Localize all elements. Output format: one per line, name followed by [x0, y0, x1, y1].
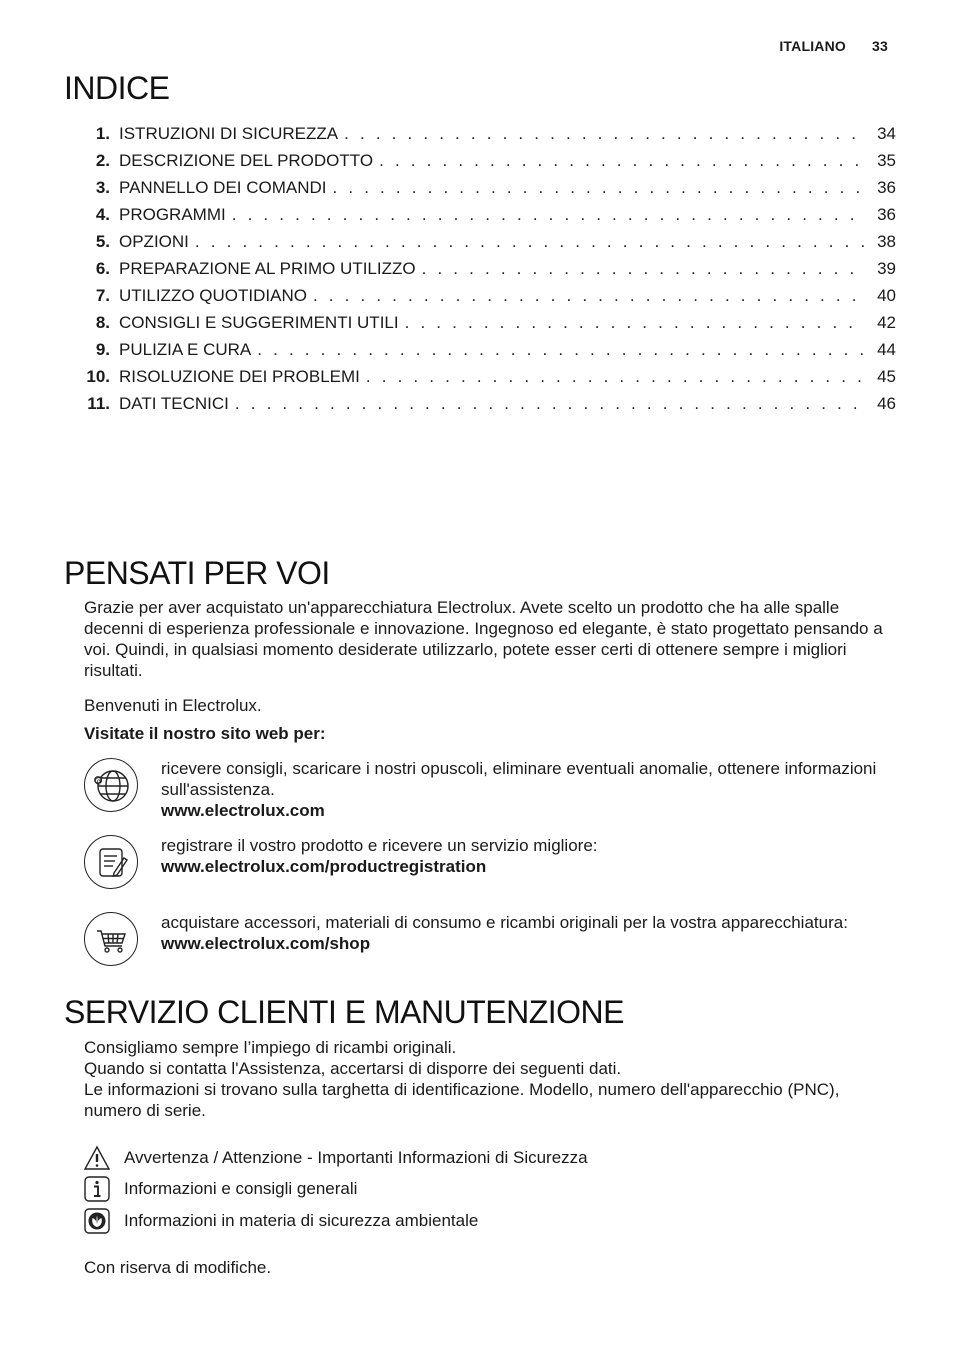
web-item [84, 758, 894, 821]
toc-page: 42 [877, 313, 896, 332]
toc-entry[interactable] [70, 313, 896, 340]
toc-title: ISTRUZIONI DI SICUREZZA [119, 124, 339, 143]
toc-title: PANNELLO DEI COMANDI [119, 178, 327, 197]
toc-leader [422, 259, 864, 279]
toc-number: 11. [87, 394, 110, 413]
toc-leader [344, 124, 864, 144]
toc-page: 44 [877, 340, 896, 359]
toc-title: PROGRAMMI [119, 205, 226, 224]
toc-page: 46 [877, 394, 896, 413]
toc-page: 34 [877, 124, 896, 143]
toc-number: 3. [95, 178, 110, 197]
toc-title: OPZIONI [119, 232, 189, 251]
toc-page: 45 [877, 367, 896, 386]
toc-number: 1. [95, 124, 110, 143]
legend-item [84, 1176, 357, 1202]
toc-number: 8. [95, 313, 110, 332]
table-of-contents [70, 124, 896, 421]
toc-page: 35 [877, 151, 896, 170]
toc-page: 36 [877, 205, 896, 224]
toc-number: 7. [95, 286, 110, 305]
web-item [84, 835, 894, 889]
web-item-text: ricevere consigli, scaricare i nostri opuscoli, eliminare eventuali anomalie, ottenere informazioni sull'assistenza. [161, 759, 877, 799]
toc-title: PULIZIA E CURA [119, 340, 252, 359]
warning-triangle-icon [84, 1145, 110, 1171]
toc-entry[interactable] [70, 205, 896, 232]
toc-title: DATI TECNICI [119, 394, 229, 413]
toc-entry[interactable] [70, 178, 896, 205]
toc-number: 5. [95, 232, 110, 251]
servizio-heading: SERVIZIO CLIENTI E MANUTENZIONE [64, 994, 624, 1030]
toc-entry[interactable] [70, 124, 896, 151]
page-header [779, 38, 888, 54]
web-item-text: registrare il vostro prodotto e ricevere un servizio migliore: [161, 836, 598, 855]
footer-note: Con riserva di modifiche. [84, 1258, 272, 1277]
toc-leader [257, 340, 864, 360]
toc-leader [405, 313, 864, 333]
website-link[interactable]: www.electrolux.com/productregistration [161, 857, 487, 876]
info-icon [84, 1176, 110, 1202]
toc-leader [333, 178, 864, 198]
index-heading: INDICE [64, 70, 170, 106]
toc-entry[interactable] [70, 394, 896, 421]
legend-item [84, 1208, 478, 1234]
toc-leader [366, 367, 864, 387]
language-label: ITALIANO [779, 38, 847, 54]
toc-page: 38 [877, 232, 896, 251]
page-number: 33 [872, 38, 888, 54]
toc-number: 2. [95, 151, 110, 170]
toc-page: 36 [877, 178, 896, 197]
toc-leader [232, 205, 864, 225]
toc-entry[interactable] [70, 232, 896, 259]
legend-text: Informazioni e consigli generali [124, 1179, 358, 1198]
website-link[interactable]: www.electrolux.com/shop [161, 934, 371, 953]
web-item-text: acquistare accessori, materiali di consumo e ricambi originali per la vostra apparecchiatura: [161, 913, 848, 932]
toc-leader [379, 151, 864, 171]
toc-number: 9. [95, 340, 110, 359]
toc-page: 40 [877, 286, 896, 305]
service-line: Consigliamo sempre l’impiego di ricambi originali. [84, 1038, 457, 1057]
intro-paragraph: Grazie per aver acquistato un'apparecchiatura Electrolux. Avete scelto un prodotto che ha alle spalle decenni di esperienza professionale e innovazione. Ingegnoso ed elegante, è stato progettato pensando a voi. Quindi, in qualsiasi momento desiderate utilizzarlo, potete esser certi di ottenere sempre i migliori risultati. [84, 598, 883, 680]
toc-title: PREPARAZIONE AL PRIMO UTILIZZO [119, 259, 416, 278]
toc-title: DESCRIZIONE DEL PRODOTTO [119, 151, 374, 170]
toc-entry[interactable] [70, 286, 896, 313]
toc-title: CONSIGLI E SUGGERIMENTI UTILI [119, 313, 399, 332]
toc-number: 6. [95, 259, 110, 278]
service-line: Quando si contatta l'Assistenza, accertarsi di disporre dei seguenti dati. [84, 1059, 622, 1078]
toc-title: UTILIZZO QUOTIDIANO [119, 286, 307, 305]
toc-entry[interactable] [70, 367, 896, 394]
toc-page: 39 [877, 259, 896, 278]
legend-item [84, 1145, 588, 1171]
toc-title: RISOLUZIONE DEI PROBLEMI [119, 367, 360, 386]
shopping-cart-icon [84, 912, 138, 966]
svg-text:@: @ [94, 776, 103, 785]
registration-form-icon [84, 835, 138, 889]
pensati-heading: PENSATI PER VOI [64, 555, 330, 591]
legend-text: Informazioni in materia di sicurezza ambientale [124, 1211, 479, 1230]
welcome-text: Benvenuti in Electrolux. [84, 696, 262, 715]
visit-heading: Visitate il nostro sito web per: [84, 724, 326, 743]
environment-icon [84, 1208, 110, 1234]
toc-number: 4. [95, 205, 110, 224]
toc-leader [235, 394, 864, 414]
toc-entry[interactable] [70, 259, 896, 286]
service-line: Le informazioni si trovano sulla targhetta di identificazione. Modello, numero dell'apparecchio (PNC), numero di serie. [84, 1080, 840, 1120]
web-item [84, 912, 894, 966]
toc-leader [195, 232, 864, 252]
toc-number: 10. [86, 367, 110, 386]
toc-entry[interactable] [70, 151, 896, 178]
globe-at-icon [84, 758, 138, 812]
website-link[interactable]: www.electrolux.com [161, 801, 325, 820]
legend-text: Avvertenza / Attenzione - Importanti Informazioni di Sicurezza [124, 1148, 588, 1167]
toc-leader [313, 286, 864, 306]
service-text [84, 1037, 894, 1121]
toc-entry[interactable] [70, 340, 896, 367]
